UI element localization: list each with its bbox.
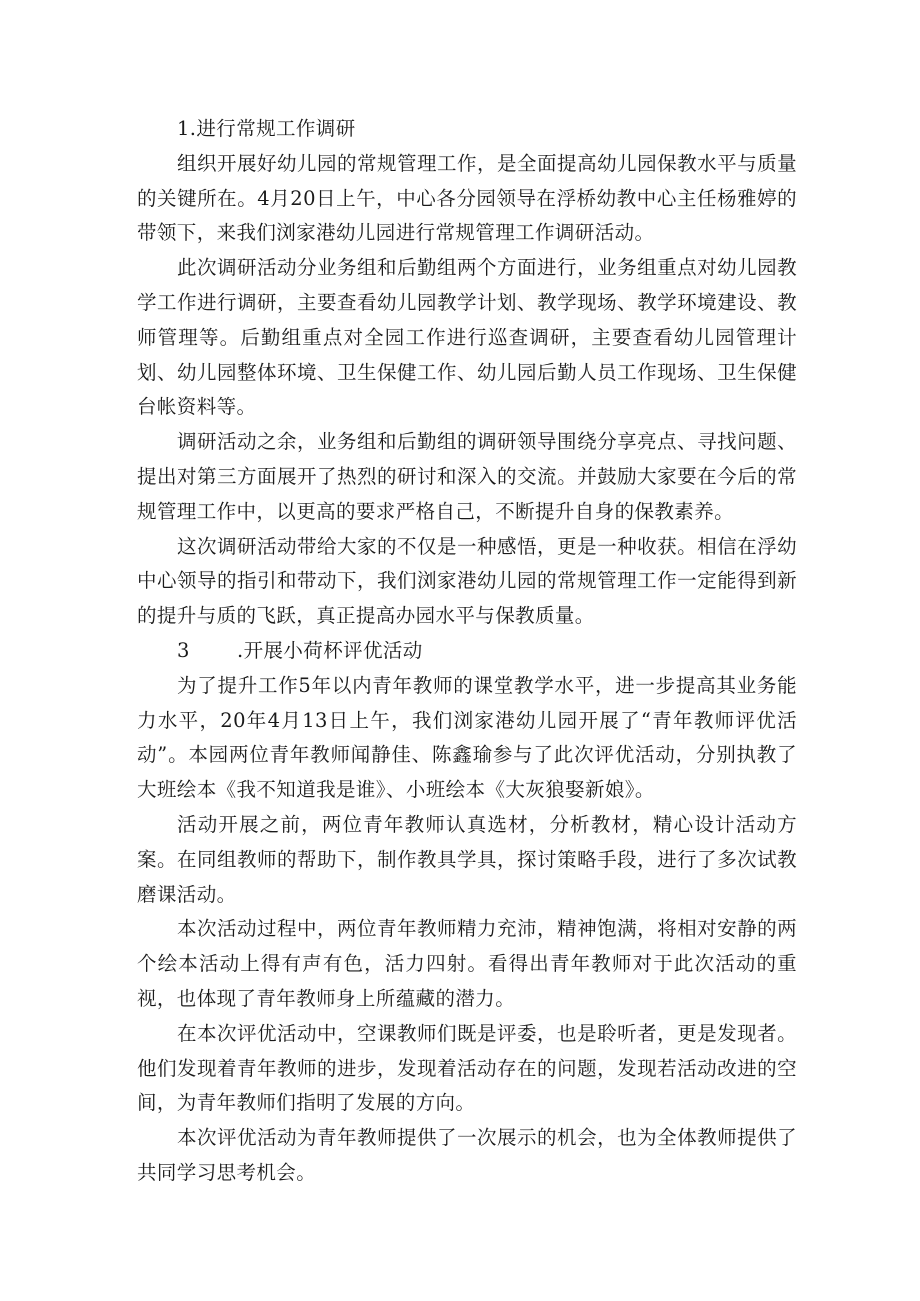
paragraph: 在本次评优活动中，空课教师们既是评委，也是聆听者，更是发现者。他们发现着青年教师的进步，发现着活动存在的问题，发现若活动改进的空间，为青年教师们指明了发展的方向。 bbox=[137, 1021, 797, 1115]
paragraph: 这次调研活动带给大家的不仅是一种感悟，更是一种收获。相信在浮幼中心领导的指引和带动下，我们浏家港幼儿园的常规管理工作一定能得到新的提升与质的飞跃，真正提高办园水平与保教质量。 bbox=[137, 534, 797, 628]
paragraph: 为了提升工作5年以内青年教师的课堂教学水平，进一步提高其业务能力水平，20年4月13日上午，我们浏家港幼儿园开展了“青年教师评优活动”。本园两位青年教师闻静佳、陈鑫瑜参与了此次评优活动，分别执教了大班绘本《我不知道我是谁》、小班绘本《大灰狼娶新娘》。 bbox=[137, 673, 797, 802]
document-body bbox=[137, 112, 797, 1191]
section-title: .开展小荷杯评优活动 bbox=[237, 638, 423, 662]
paragraph: 此次调研活动分业务组和后勤组两个方面进行，业务组重点对幼儿园教学工作进行调研，主要查看幼儿园教学计划、教学现场、教学环境建设、教师管理等。后勤组重点对全园工作进行巡查调研，主要查看幼儿园管理计划、幼儿园整体环境、卫生保健工作、幼儿园后勤人员工作现场、卫生保健台帐资料等。 bbox=[137, 256, 797, 419]
section-number: 3 bbox=[177, 638, 190, 662]
section-heading-3 bbox=[137, 634, 797, 669]
paragraph: 本次评优活动为青年教师提供了一次展示的机会，也为全体教师提供了共同学习思考机会。 bbox=[137, 1126, 797, 1184]
section-heading-1: 1.进行常规工作调研 bbox=[177, 117, 356, 140]
paragraph: 调研活动之余，业务组和后勤组的调研领导围绕分享亮点、寻找问题、提出对第三方面展开了热烈的研讨和深入的交流。并鼓励大家要在今后的常规管理工作中，以更高的要求严格自己，不断提升自身的保教素养。 bbox=[137, 430, 797, 523]
paragraph: 组织开展好幼儿园的常规管理工作，是全面提高幼儿园保教水平与质量的关键所在。4月20日上午，中心各分园领导在浮桥幼教中心主任杨雅婷的带领下，来我们浏家港幼儿园进行常规管理工作调研活动。 bbox=[137, 151, 797, 245]
paragraph: 本次活动过程中，两位青年教师精力充沛，精神饱满，将相对安静的两个绘本活动上得有声有色，活力四射。看得出青年教师对于此次活动的重视，也体现了青年教师身上所蕴藏的潜力。 bbox=[137, 917, 797, 1010]
paragraph: 活动开展之前，两位青年教师认真选材，分析教材，精心设计活动方案。在同组教师的帮助下，制作教具学具，探讨策略手段，进行了多次试教磨课活动。 bbox=[137, 812, 797, 906]
